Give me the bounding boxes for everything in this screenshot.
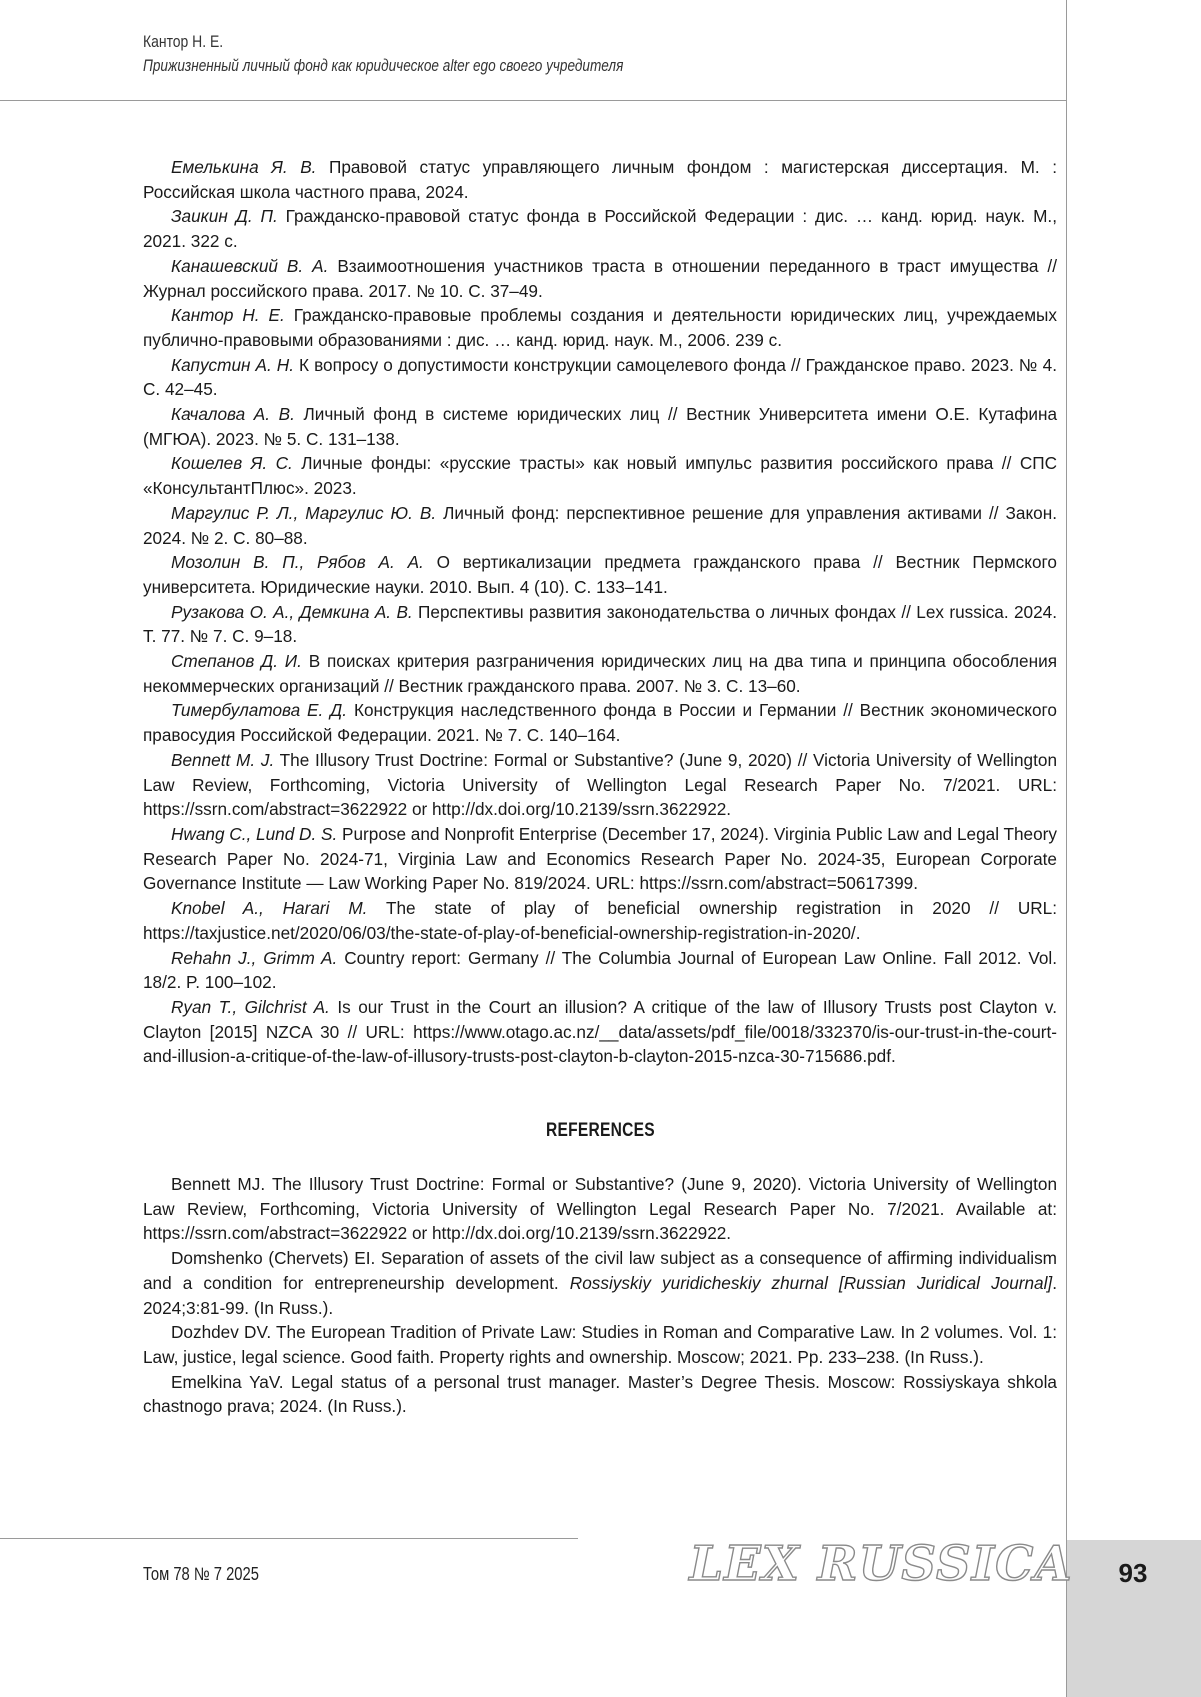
footer-divider xyxy=(0,1538,578,1539)
bibliography-entry xyxy=(143,600,1057,649)
entry-authors: Качалова А. В. xyxy=(171,404,295,425)
bibliography-entry xyxy=(143,822,1057,896)
journal-logo xyxy=(689,1530,1073,1600)
entry-authors: Hwang C., Lund D. S. xyxy=(171,823,338,844)
entry-text: В поисках критерия разграничения юридических лиц на два типа и принципа обособления некоммерческих организаций // Вестник гражданского права. 2007. № 3. С. 13–60. xyxy=(143,651,1057,696)
reference-entry xyxy=(143,1172,1057,1246)
entry-authors: Bennett M. J. xyxy=(171,749,275,770)
right-margin-band xyxy=(1066,0,1201,1697)
entry-text: Is our Trust in the Court an illusion? A critique of the law of Illusory Trusts post Clayton v. Clayton [2015] NZCA 30 // URL: https://www.otago.ac.nz/__data/assets/pdf_file/0018/332370/is-our-trust-in-the-court-and-illusion-a-critique-of-the-law-of-illusory-trusts-post-clayton-b-clayton-2015-nzca-30-715686.pdf. xyxy=(143,996,1058,1067)
entry-text: Личные фонды: «русские трасты» как новый импульс развития российского права // СПС «КонсультантПлюс». 2023. xyxy=(143,453,1057,499)
entry-text: Конструкция наследственного фонда в России и Германии // Вестник экономического правосудия Российской Федерации. 2021. № 7. С. 140–164. xyxy=(143,700,1057,746)
page-number: 93 xyxy=(1118,1558,1148,1588)
reference-before: Dozhdev DV. The European Tradition of Private Law: Studies in Roman and Comparative Law. In 2 volumes. Vol. 1: Law, justice, legal science. Good faith. Property rights and ownership. Moscow; 2021. Pp. 233–238. (In Russ.). xyxy=(143,1322,1057,1367)
bibliography-entry xyxy=(143,995,1057,1069)
entry-authors: Емелькина Я. В. xyxy=(171,157,317,177)
reference-after: . 2024;3:81-99. (In Russ.). xyxy=(143,1272,1057,1318)
entry-text: Country report: Germany // The Columbia Journal of European Law Online. Fall 2012. Vol. 18/2. P. 100–102. xyxy=(143,947,1057,993)
entry-authors: Заикин Д. П. xyxy=(171,206,278,227)
entry-text: К вопросу о допустимости конструкции самоцелевого фонда // Гражданское право. 2023. № 4. С. 42–45. xyxy=(143,354,1057,400)
entry-text: The Illusory Trust Doctrine: Formal or Substantive? (June 9, 2020) // Victoria University of Wellington Law Review, Forthcoming, Victoria University of Wellington Legal Research Paper No. 7/2021. URL: https://ssrn.com/abstract=3622922 or http://dx.doi.org/10.2139/ssrn.3622922. xyxy=(143,749,1057,820)
entry-authors: Канашевский В. А. xyxy=(171,255,329,276)
bibliography-entry xyxy=(143,353,1057,402)
header-author: Кантор Н. Е. xyxy=(143,32,224,51)
entry-text: Личный фонд: перспективное решение для управления активами // Закон. 2024. № 2. С. 80–88. xyxy=(143,502,1057,548)
reference-before: Bennett MJ. The Illusory Trust Doctrine: Formal or Substantive? (June 9, 2020). Victoria University of Wellington Law Review, Forthcoming, Victoria University of Wellington Legal Research Paper No. 7/2021. Available at: https://ssrn.com/abstract=3622922 or http://dx.doi.org/10.2139/ssrn.3622922. xyxy=(143,1174,1057,1244)
reference-italic: Rossiyskiy yuridicheskiy zhurnal [Russian Juridical Journal] xyxy=(569,1272,1053,1293)
entry-text: Гражданско-правовые проблемы создания и деятельности юридических лиц, учреждаемых публично-правовыми образованиями : дис. … канд. юрид. наук. М., 2006. 239 с. xyxy=(143,305,1057,350)
entry-authors: Капустин А. Н. xyxy=(171,354,294,375)
bibliography-entry xyxy=(143,550,1057,599)
reference-entry xyxy=(143,1370,1057,1419)
entry-text: Перспективы развития законодательства о личных фондах // Lex russica. 2024. Т. 77. № 7. С. 9–18. xyxy=(143,601,1057,647)
reference-entry xyxy=(143,1320,1057,1369)
bibliography-entry xyxy=(143,303,1057,352)
entry-authors: Тимербулатова Е. Д. xyxy=(171,700,348,721)
entry-authors: Ryan T., Gilchrist A. xyxy=(171,996,330,1017)
entry-text: Гражданско-правовой статус фонда в Российской Федерации : дис. … канд. юрид. наук. М., 2021. 322 с. xyxy=(143,206,1057,252)
entry-text: Purpose and Nonprofit Enterprise (December 17, 2024). Virginia Public Law and Legal Theory Research Paper No. 2024-71, Virginia Law and Economics Research Paper No. 2024-35, European Corporate Governance Institute — Law Working Paper No. 819/2024. URL: https://ssrn.com/abstract=50617399. xyxy=(143,823,1057,894)
reference-entry xyxy=(143,1246,1057,1320)
entry-authors: Маргулис Р. Л., Маргулис Ю. В. xyxy=(171,502,437,523)
bibliography-entry xyxy=(143,155,1057,204)
entry-text: Правовой статус управляющего личным фондом : магистерская диссертация. М. : Российская школа частного права, 2024. xyxy=(143,157,1057,202)
references-heading xyxy=(143,1120,1057,1142)
entry-authors: Knobel A., Harari M. xyxy=(171,898,368,919)
bibliography-entry xyxy=(143,748,1057,822)
bibliography-entry xyxy=(143,896,1057,945)
header-article-title: Прижизненный личный фонд как юридическое alter ego своего учредителя xyxy=(143,56,624,75)
entry-authors: Рузакова О. А., Демкина А. В. xyxy=(171,601,413,622)
entry-authors: Мозолин В. П., Рябов А. А. xyxy=(171,552,424,573)
bibliography-entry xyxy=(143,946,1057,995)
entry-authors: Степанов Д. И. xyxy=(171,651,302,672)
entry-authors: Кошелев Я. С. xyxy=(171,453,293,474)
references-heading-text: REFERENCES xyxy=(545,1120,655,1141)
bibliography-entry xyxy=(143,451,1057,500)
entry-text: Личный фонд в системе юридических лиц // Вестник Университета имени О.Е. Кутафина (МГЮА). 2023. № 5. С. 131–138. xyxy=(143,404,1057,449)
entry-text: Взаимоотношения участников траста в отношении переданного в траст имущества // Журнал российского права. 2017. № 10. С. 37–49. xyxy=(143,255,1057,301)
bibliography-entry xyxy=(143,254,1057,303)
bibliography-entry xyxy=(143,698,1057,747)
bibliography-entry xyxy=(143,402,1057,451)
bibliography-entry xyxy=(143,204,1057,253)
footer-issue: Том 78 № 7 2025 xyxy=(143,1564,259,1584)
reference-before: Domshenko (Chervets) EI. Separation of assets of the civil law subject as a consequence of affirming individualism and a condition for entrepreneurship development. xyxy=(143,1248,1057,1293)
entry-authors: Rehahn J., Grimm A. xyxy=(171,947,338,968)
bibliography-list xyxy=(143,155,1057,1069)
entry-authors: Кантор Н. Е. xyxy=(171,305,285,326)
bibliography-entry xyxy=(143,649,1057,698)
reference-before: Emelkina YaV. Legal status of a personal trust manager. Master’s Degree Thesis. Moscow: Rossiyskaya shkola chastnogo prava; 2024. (In Russ.). xyxy=(143,1371,1057,1417)
entry-text: О вертикализации предмета гражданского права // Вестник Пермского университета. Юридические науки. 2010. Вып. 4 (10). С. 133–141. xyxy=(143,552,1057,597)
header-divider xyxy=(0,100,1066,101)
running-header xyxy=(143,32,1043,76)
journal-logo-text: LEX RUSSICA xyxy=(689,1536,1073,1592)
bibliography-entry xyxy=(143,501,1057,550)
entry-text: The state of play of beneficial ownership registration in 2020 // URL: https://taxjustice.net/2020/06/03/the-state-of-play-of-beneficial-ownership-registration-in-2020/. xyxy=(143,898,1058,943)
references-list xyxy=(143,1172,1057,1419)
